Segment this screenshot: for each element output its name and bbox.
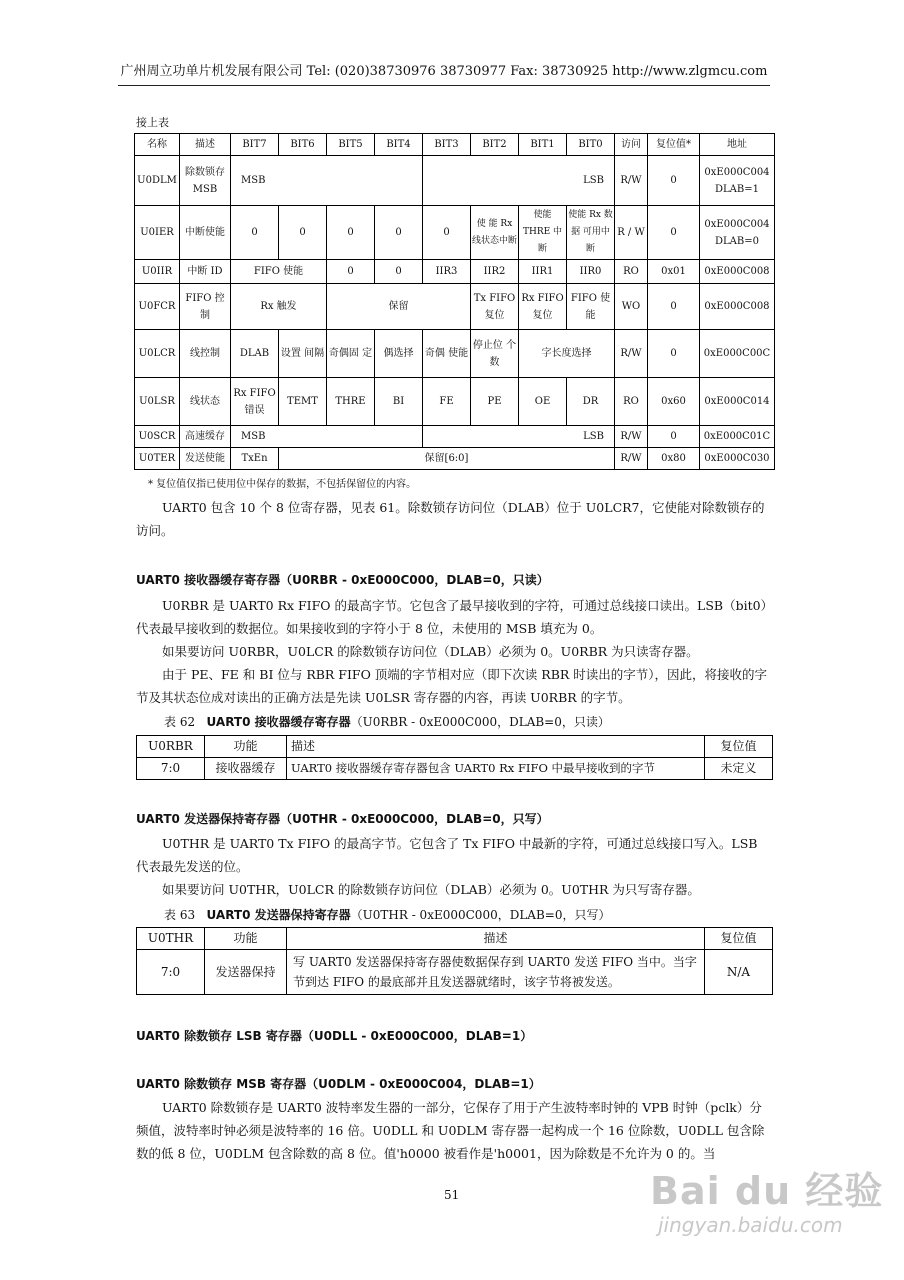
intro-paragraph: UART0 包含 10 个 8 位寄存器，见表 61。除数锁存访问位（DLAB）位于 U0LCR7，它使能对除数锁存的访问。: [136, 500, 765, 538]
address: 0xE000C01C: [700, 426, 775, 448]
bit-cell: 奇偶固 定: [327, 330, 375, 378]
col-header: 地址: [700, 134, 775, 156]
bit-cell: TxEn: [231, 448, 279, 470]
dlm-paragraph: UART0 除数锁存是 UART0 波特率发生器的一部分，它保存了用于产生波特率时钟的 VPB 时钟（pclk）分频值，波特率时钟必须是波特率的 16 倍。U0DLL 和 U0DLM 寄存器一起构成一个 16 位除数，U0DLL 包含除数的低 8 位，U0DLM 包含除数的高 8 位。值'h0000 被看作是'h0001，因为除数是不允许为 0 的。当: [136, 1100, 765, 1161]
bit-range: 7:0: [137, 950, 205, 995]
address: 0xE000C030: [700, 448, 775, 470]
bit-cell: IIR0: [567, 260, 615, 284]
reset-value: 0: [648, 330, 700, 378]
reg-name: U0TER: [135, 448, 180, 470]
col-header: U0THR: [137, 928, 205, 950]
bit-cell: PE: [471, 378, 519, 426]
bit-cell: 保留[6:0]: [279, 448, 615, 470]
table-row: [135, 156, 775, 206]
address: 0xE000C008: [700, 260, 775, 284]
col-header: 复位值*: [648, 134, 700, 156]
table-row: [135, 448, 775, 470]
msb-label: MSB: [231, 426, 423, 448]
col-header: BIT1: [519, 134, 567, 156]
bit-cell: 使能 Rx 数据 可用中断: [567, 206, 615, 260]
baidu-watermark: [650, 1160, 890, 1270]
bit-range: 7:0: [137, 758, 205, 780]
table-row: [137, 950, 773, 995]
page-header: 广州周立功单片机发展有限公司 Tel: (020)38730976 38730977 Fax: 38730925 http://www.zlgmcu.com: [118, 60, 770, 86]
reg-name: U0FCR: [135, 284, 180, 330]
description: UART0 接收器缓存寄存器包含 UART0 Rx FIFO 中最早接收到的字节: [287, 758, 705, 780]
table-row: [135, 206, 775, 260]
reset-value: 0x80: [648, 448, 700, 470]
bit-cell: FIFO 使能: [567, 284, 615, 330]
col-header: 功能: [205, 736, 287, 758]
col-header: 复位值: [705, 928, 773, 950]
rbr-paragraph-2: 如果要访问 U0RBR，U0LCR 的除数锁存访问位（DLAB）必须为 0。U0RBR 为只读寄存器。: [162, 644, 699, 659]
thr-heading: UART0 发送器保持寄存器（U0THR - 0xE000C000，DLAB=0，只写）: [136, 812, 549, 826]
col-header: BIT3: [423, 134, 471, 156]
reg-desc: 线控制: [180, 330, 231, 378]
table-62: [136, 735, 773, 780]
access: RO: [615, 260, 648, 284]
table-row: [135, 426, 775, 448]
watermark-logo-text: Bai du 经验: [650, 1169, 884, 1213]
bit-cell: 使 能 Rx 线状态中断: [471, 206, 519, 260]
access: R/W: [615, 156, 648, 206]
col-header: BIT2: [471, 134, 519, 156]
bit-cell: BI: [375, 378, 423, 426]
bit-cell: OE: [519, 378, 567, 426]
table-footnote: * 复位值仅指已使用位中保存的数据，不包括保留位的内容。: [148, 479, 417, 490]
col-header: 名称: [135, 134, 180, 156]
thr-paragraph-1: U0THR 是 UART0 Tx FIFO 的最高字节。它包含了 Tx FIFO 中最新的字符，可通过总线接口写入。LSB 代表最先发送的位。: [136, 836, 758, 874]
table-header-row: [137, 928, 773, 950]
col-header: BIT0: [567, 134, 615, 156]
function: 发送器保持: [205, 950, 287, 995]
bit-cell: DLAB: [231, 330, 279, 378]
address: 0xE000C004 DLAB=1: [700, 156, 775, 206]
access: R / W: [615, 206, 648, 260]
bit-cell: 奇偶 使能: [423, 330, 471, 378]
table-63-caption: [164, 906, 610, 923]
description: 写 UART0 发送器保持寄存器使数据保存到 UART0 发送 FIFO 当中。当字节到达 FIFO 的最底部并且发送器就绪时，该字节将被发送。: [287, 950, 705, 995]
bit-cell: IIR1: [519, 260, 567, 284]
col-header: 描述: [287, 928, 705, 950]
table-row: [135, 260, 775, 284]
table-row: [135, 330, 775, 378]
bit-cell: 字长度选择: [519, 330, 615, 378]
reset-value: 0: [648, 426, 700, 448]
bit-cell: 保留: [327, 284, 471, 330]
bit-cell: 偶选择: [375, 330, 423, 378]
address: 0xE000C004 DLAB=0: [700, 206, 775, 260]
lsb-label: LSB: [423, 426, 615, 448]
bit-cell: 0: [327, 206, 375, 260]
access: R/W: [615, 448, 648, 470]
reset-value: 0: [648, 206, 700, 260]
bit-cell: THRE: [327, 378, 375, 426]
reset-value: 0x60: [648, 378, 700, 426]
reg-name: U0IER: [135, 206, 180, 260]
dll-heading: UART0 除数锁存 LSB 寄存器（U0DLL - 0xE000C000，DLAB=1）: [136, 1029, 533, 1043]
bit-cell: 0: [375, 260, 423, 284]
reg-desc: 除数锁存 MSB: [180, 156, 231, 206]
reset-value: 未定义: [705, 758, 773, 780]
reg-desc: 高速缓存: [180, 426, 231, 448]
reg-name: U0LSR: [135, 378, 180, 426]
bit-cell: Rx FIFO 错误: [231, 378, 279, 426]
col-header: 功能: [205, 928, 287, 950]
register-table: [134, 133, 775, 470]
reg-desc: 中断 ID: [180, 260, 231, 284]
bit-cell: Tx FIFO 复位: [471, 284, 519, 330]
bit-cell: Rx 触发: [231, 284, 327, 330]
col-header: BIT5: [327, 134, 375, 156]
table-row: [135, 378, 775, 426]
reset-value: N/A: [705, 950, 773, 995]
table-63: [136, 927, 773, 995]
col-header: BIT4: [375, 134, 423, 156]
col-header: 描述: [287, 736, 705, 758]
bit-cell: 0: [231, 206, 279, 260]
bit-cell: TEMT: [279, 378, 327, 426]
dlm-heading: UART0 除数锁存 MSB 寄存器（U0DLM - 0xE000C004，DLAB=1）: [136, 1077, 541, 1091]
caption-number: 表 62: [164, 715, 196, 729]
reg-desc: FIFO 控制: [180, 284, 231, 330]
access: R/W: [615, 330, 648, 378]
watermark-url: jingyan.baidu.com: [658, 1213, 843, 1237]
bit-cell: 设置 间隔: [279, 330, 327, 378]
reg-name: U0LCR: [135, 330, 180, 378]
address: 0xE000C014: [700, 378, 775, 426]
reg-desc: 线状态: [180, 378, 231, 426]
msb-label: MSB: [231, 156, 423, 206]
bit-cell: DR: [567, 378, 615, 426]
caption-title: UART0 发送器保持寄存器: [206, 908, 351, 922]
bit-cell: 0: [375, 206, 423, 260]
address: 0xE000C00C: [700, 330, 775, 378]
function: 接收器缓存: [205, 758, 287, 780]
reset-value: 0x01: [648, 260, 700, 284]
address: 0xE000C008: [700, 284, 775, 330]
bit-cell: FIFO 使能: [231, 260, 327, 284]
caption-title: UART0 接收器缓存寄存器: [206, 715, 351, 729]
page-number: 51: [444, 1188, 460, 1202]
access: WO: [615, 284, 648, 330]
thr-paragraph-2: 如果要访问 U0THR，U0LCR 的除数锁存访问位（DLAB）必须为 0。U0THR 为只写寄存器。: [162, 882, 700, 897]
reg-name: U0SCR: [135, 426, 180, 448]
bit-cell: 使能 THRE 中 断: [519, 206, 567, 260]
access: RO: [615, 378, 648, 426]
bit-cell: 0: [279, 206, 327, 260]
caption-detail: （U0THR - 0xE000C000，DLAB=0，只写）: [350, 908, 611, 922]
col-header: U0RBR: [137, 736, 205, 758]
reg-name: U0IIR: [135, 260, 180, 284]
bit-cell: IIR3: [423, 260, 471, 284]
continued-label: 接上表: [136, 116, 169, 129]
col-header: 描述: [180, 134, 231, 156]
bit-cell: FE: [423, 378, 471, 426]
bit-cell: 停止位 个数: [471, 330, 519, 378]
table-62-caption: [164, 713, 610, 730]
rbr-paragraph-1: U0RBR 是 UART0 Rx FIFO 的最高字节。它包含了最早接收到的字符，可通过总线接口读出。LSB（bit0）代表最早接收到的数据位。如果接收到的字符小于 8 位，未使用的 MSB 填充为 0。: [136, 598, 767, 636]
bit-cell: 0: [327, 260, 375, 284]
bit-cell: IIR2: [471, 260, 519, 284]
watermark-logo: [650, 1160, 890, 1215]
col-header: BIT6: [279, 134, 327, 156]
col-header: 访问: [615, 134, 648, 156]
rbr-heading: UART0 接收器缓存寄存器（U0RBR - 0xE000C000，DLAB=0，只读）: [136, 573, 549, 587]
table-header-row: [137, 736, 773, 758]
table-row: [137, 758, 773, 780]
reg-desc: 中断使能: [180, 206, 231, 260]
lsb-label: LSB: [423, 156, 615, 206]
rbr-paragraph-3: 由于 PE、FE 和 BI 位与 RBR FIFO 顶端的字节相对应（即下次读 RBR 时读出的字节），因此，将接收的字节及其状态位成对读出的正确方法是先读 U0LSR 寄存器的内容，再读 U0RBR 的字节。: [136, 667, 768, 705]
reset-value: 0: [648, 156, 700, 206]
reg-name: U0DLM: [135, 156, 180, 206]
caption-number: 表 63: [164, 908, 196, 922]
table-row: [135, 284, 775, 330]
bit-cell: Rx FIFO 复位: [519, 284, 567, 330]
register-table-header: [135, 134, 775, 156]
bit-cell: 0: [423, 206, 471, 260]
reg-desc: 发送使能: [180, 448, 231, 470]
reset-value: 0: [648, 284, 700, 330]
col-header: BIT7: [231, 134, 279, 156]
access: R/W: [615, 426, 648, 448]
caption-detail: （U0RBR - 0xE000C000，DLAB=0，只读）: [350, 715, 610, 729]
col-header: 复位值: [705, 736, 773, 758]
